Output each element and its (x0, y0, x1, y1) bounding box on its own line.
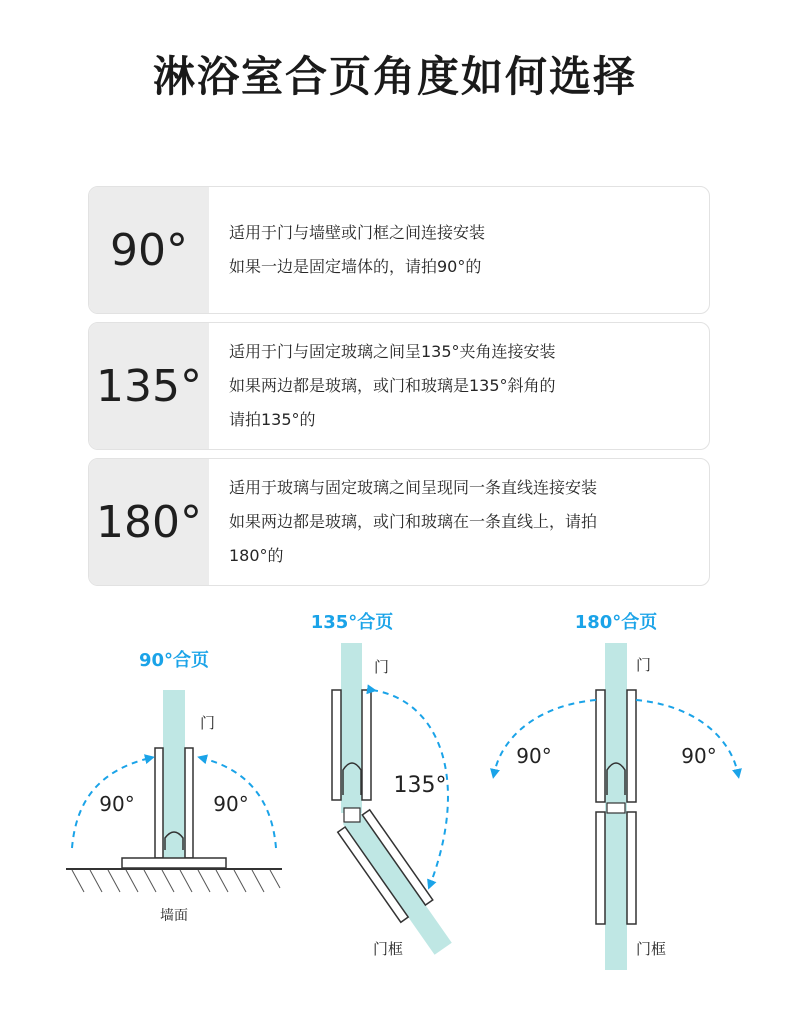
hinge-knuckle (607, 803, 625, 813)
diagram-135-title: 135°合页 (310, 612, 394, 633)
angle-label: 135° (393, 773, 447, 798)
diagram-90-title: 90°合页 (138, 650, 210, 671)
door-label: 门 (200, 714, 216, 732)
card-180 (88, 458, 710, 586)
angle-label-left: 90° (99, 792, 135, 816)
card-line: 180°的 (229, 546, 284, 565)
door-label: 门 (636, 656, 652, 674)
diagram-135 (311, 611, 459, 960)
hinge-plate (155, 748, 163, 858)
door-label: 门 (374, 658, 390, 676)
glass-panel (341, 643, 362, 813)
page-title: 淋浴室合页角度如何选择 (152, 52, 637, 101)
angled-frame-group (335, 807, 459, 960)
hinge-diagrams (0, 590, 790, 1032)
card-angle: 135° (89, 323, 209, 449)
card-line: 适用于门与固定玻璃之间呈135°夹角连接安装 (229, 342, 556, 361)
hinge-plate (332, 690, 341, 800)
card-description (229, 187, 693, 313)
hinge-plate (362, 690, 371, 800)
card-line: 适用于门与墙壁或门框之间连接安装 (229, 223, 486, 242)
card-line: 如果一边是固定墙体的，请拍90°的 (229, 257, 482, 276)
hinge-plate (185, 748, 193, 858)
diagram-90 (66, 649, 282, 924)
card-line: 请拍135°的 (229, 410, 316, 429)
wall-label: 墙面 (160, 908, 188, 924)
card-angle: 90° (89, 187, 209, 313)
diagram-180 (494, 611, 738, 970)
card-line: 适用于玻璃与固定玻璃之间呈现同一条直线连接安装 (229, 478, 598, 497)
frame-label: 门框 (635, 940, 667, 958)
card-90 (88, 186, 710, 314)
angle-label-right: 90° (681, 744, 717, 768)
card-135 (88, 322, 710, 450)
hinge-knuckle (344, 808, 360, 822)
card-line: 如果两边都是玻璃，或门和玻璃在一条直线上，请拍 (229, 512, 598, 531)
card-description (229, 323, 693, 449)
hinge-plate (596, 690, 605, 802)
card-angle: 180° (89, 459, 209, 585)
glass-panel (343, 812, 452, 955)
card-description (229, 459, 693, 585)
frame-label: 门框 (372, 940, 404, 958)
angle-label-right: 90° (213, 792, 249, 816)
angle-label-left: 90° (516, 744, 552, 768)
wall-hatch (72, 870, 280, 892)
hinge-plate (627, 690, 636, 802)
hinge-plate (596, 812, 605, 924)
hinge-plate (627, 812, 636, 924)
base-plate (122, 858, 226, 868)
card-line: 如果两边都是玻璃，或门和玻璃是135°斜角的 (229, 376, 556, 395)
diagram-180-title: 180°合页 (574, 612, 658, 633)
